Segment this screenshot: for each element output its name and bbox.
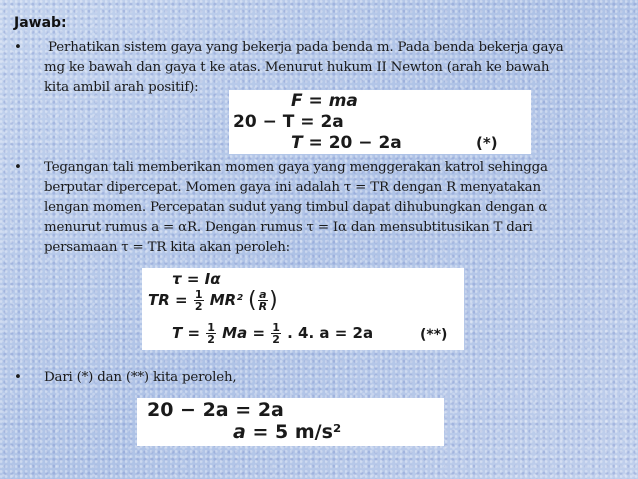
text-line: persamaan τ = TR kita akan peroleh: (44, 240, 290, 255)
text-line: lengan momen. Percepatan sudut yang timbul dapat dihubungkan dengan α (44, 200, 548, 215)
paren-open: ( (248, 288, 257, 313)
equation-box-torque (142, 268, 464, 350)
text-line: mg ke bawah dan gaya t ke atas. Menurut hukum II Newton (arah ke bawah (44, 60, 550, 75)
eq-operator: = (300, 112, 315, 132)
text-line: Tegangan tali memberikan momen gaya yang menggerakan katrol sehingga (44, 160, 548, 175)
bullet-dot: • (14, 40, 22, 55)
text-line: berputar dipercepat. Momen gaya ini adalah τ = TR dengan R menyatakan (44, 180, 541, 195)
eq-term: 2a (320, 112, 344, 132)
eq-term: F (291, 91, 303, 111)
fraction-denominator: R (258, 300, 268, 313)
equation-line (147, 399, 284, 421)
equation-line (172, 322, 373, 345)
fraction-numerator: a (259, 288, 267, 301)
eq-operator: = (252, 421, 269, 443)
eq-term: MR² (209, 291, 243, 309)
bullet-dot: • (14, 160, 22, 175)
fraction (258, 289, 268, 312)
heading-jawab: Jawab: (14, 15, 67, 31)
text-line: Perhatikan sistem gaya yang bekerja pada benda m. Pada benda bekerja gaya (44, 40, 564, 55)
eq-operator: = (308, 133, 323, 153)
bullet-torque (14, 158, 614, 258)
eq-term: 5 m/s² (275, 421, 342, 443)
eq-term: TR (148, 291, 170, 309)
fraction-numerator: 1 (194, 288, 203, 301)
equation-line (172, 270, 221, 288)
equation-box-result (137, 398, 444, 446)
fraction (206, 322, 216, 345)
eq-operator: = (187, 324, 201, 342)
fraction-denominator: 2 (194, 300, 203, 313)
text-line: Dari (*) dan (**) kita peroleh, (44, 370, 237, 385)
eq-term: 20 − 2a (147, 399, 229, 421)
eq-term: T (291, 133, 303, 153)
fraction-numerator: 1 (272, 321, 280, 334)
equation-tag: (**) (420, 327, 448, 343)
fraction (271, 322, 281, 345)
bullet-newton-law (14, 38, 614, 98)
eq-term: Iα (204, 270, 221, 288)
fraction-numerator: 1 (207, 321, 215, 334)
eq-term: 20 − 2a (328, 133, 402, 153)
eq-term: T (172, 324, 183, 342)
fraction (194, 289, 204, 312)
eq-operator: = (235, 399, 252, 421)
equation-line (233, 112, 344, 132)
fraction-denominator: 2 (207, 333, 215, 346)
equation-line (291, 91, 358, 111)
eq-term: 2a (257, 399, 284, 421)
eq-term: 20 − T (233, 112, 295, 132)
eq-term: . 4. a = 2a (287, 324, 374, 342)
paren-close: ) (269, 288, 278, 313)
equation-tag: (*) (476, 134, 498, 152)
eq-term: τ (172, 270, 182, 288)
equation-line (291, 133, 402, 153)
bullet-conclusion (14, 368, 614, 388)
eq-term: ma (328, 91, 358, 111)
eq-operator: = (186, 270, 200, 288)
eq-term: Ma = (222, 324, 266, 342)
equation-line (148, 288, 278, 313)
text-line: menurut rumus a = αR. Dengan rumus τ = Iα dan mensubtitusikan T dari (44, 220, 533, 235)
text-line: kita ambil arah positif): (44, 80, 199, 95)
eq-operator: = (175, 291, 188, 309)
bullet-dot: • (14, 370, 22, 385)
equation-box-newton (229, 90, 531, 154)
equation-line (233, 421, 341, 443)
fraction-denominator: 2 (272, 333, 280, 346)
eq-operator: = (308, 91, 323, 111)
eq-term: a (233, 421, 246, 443)
